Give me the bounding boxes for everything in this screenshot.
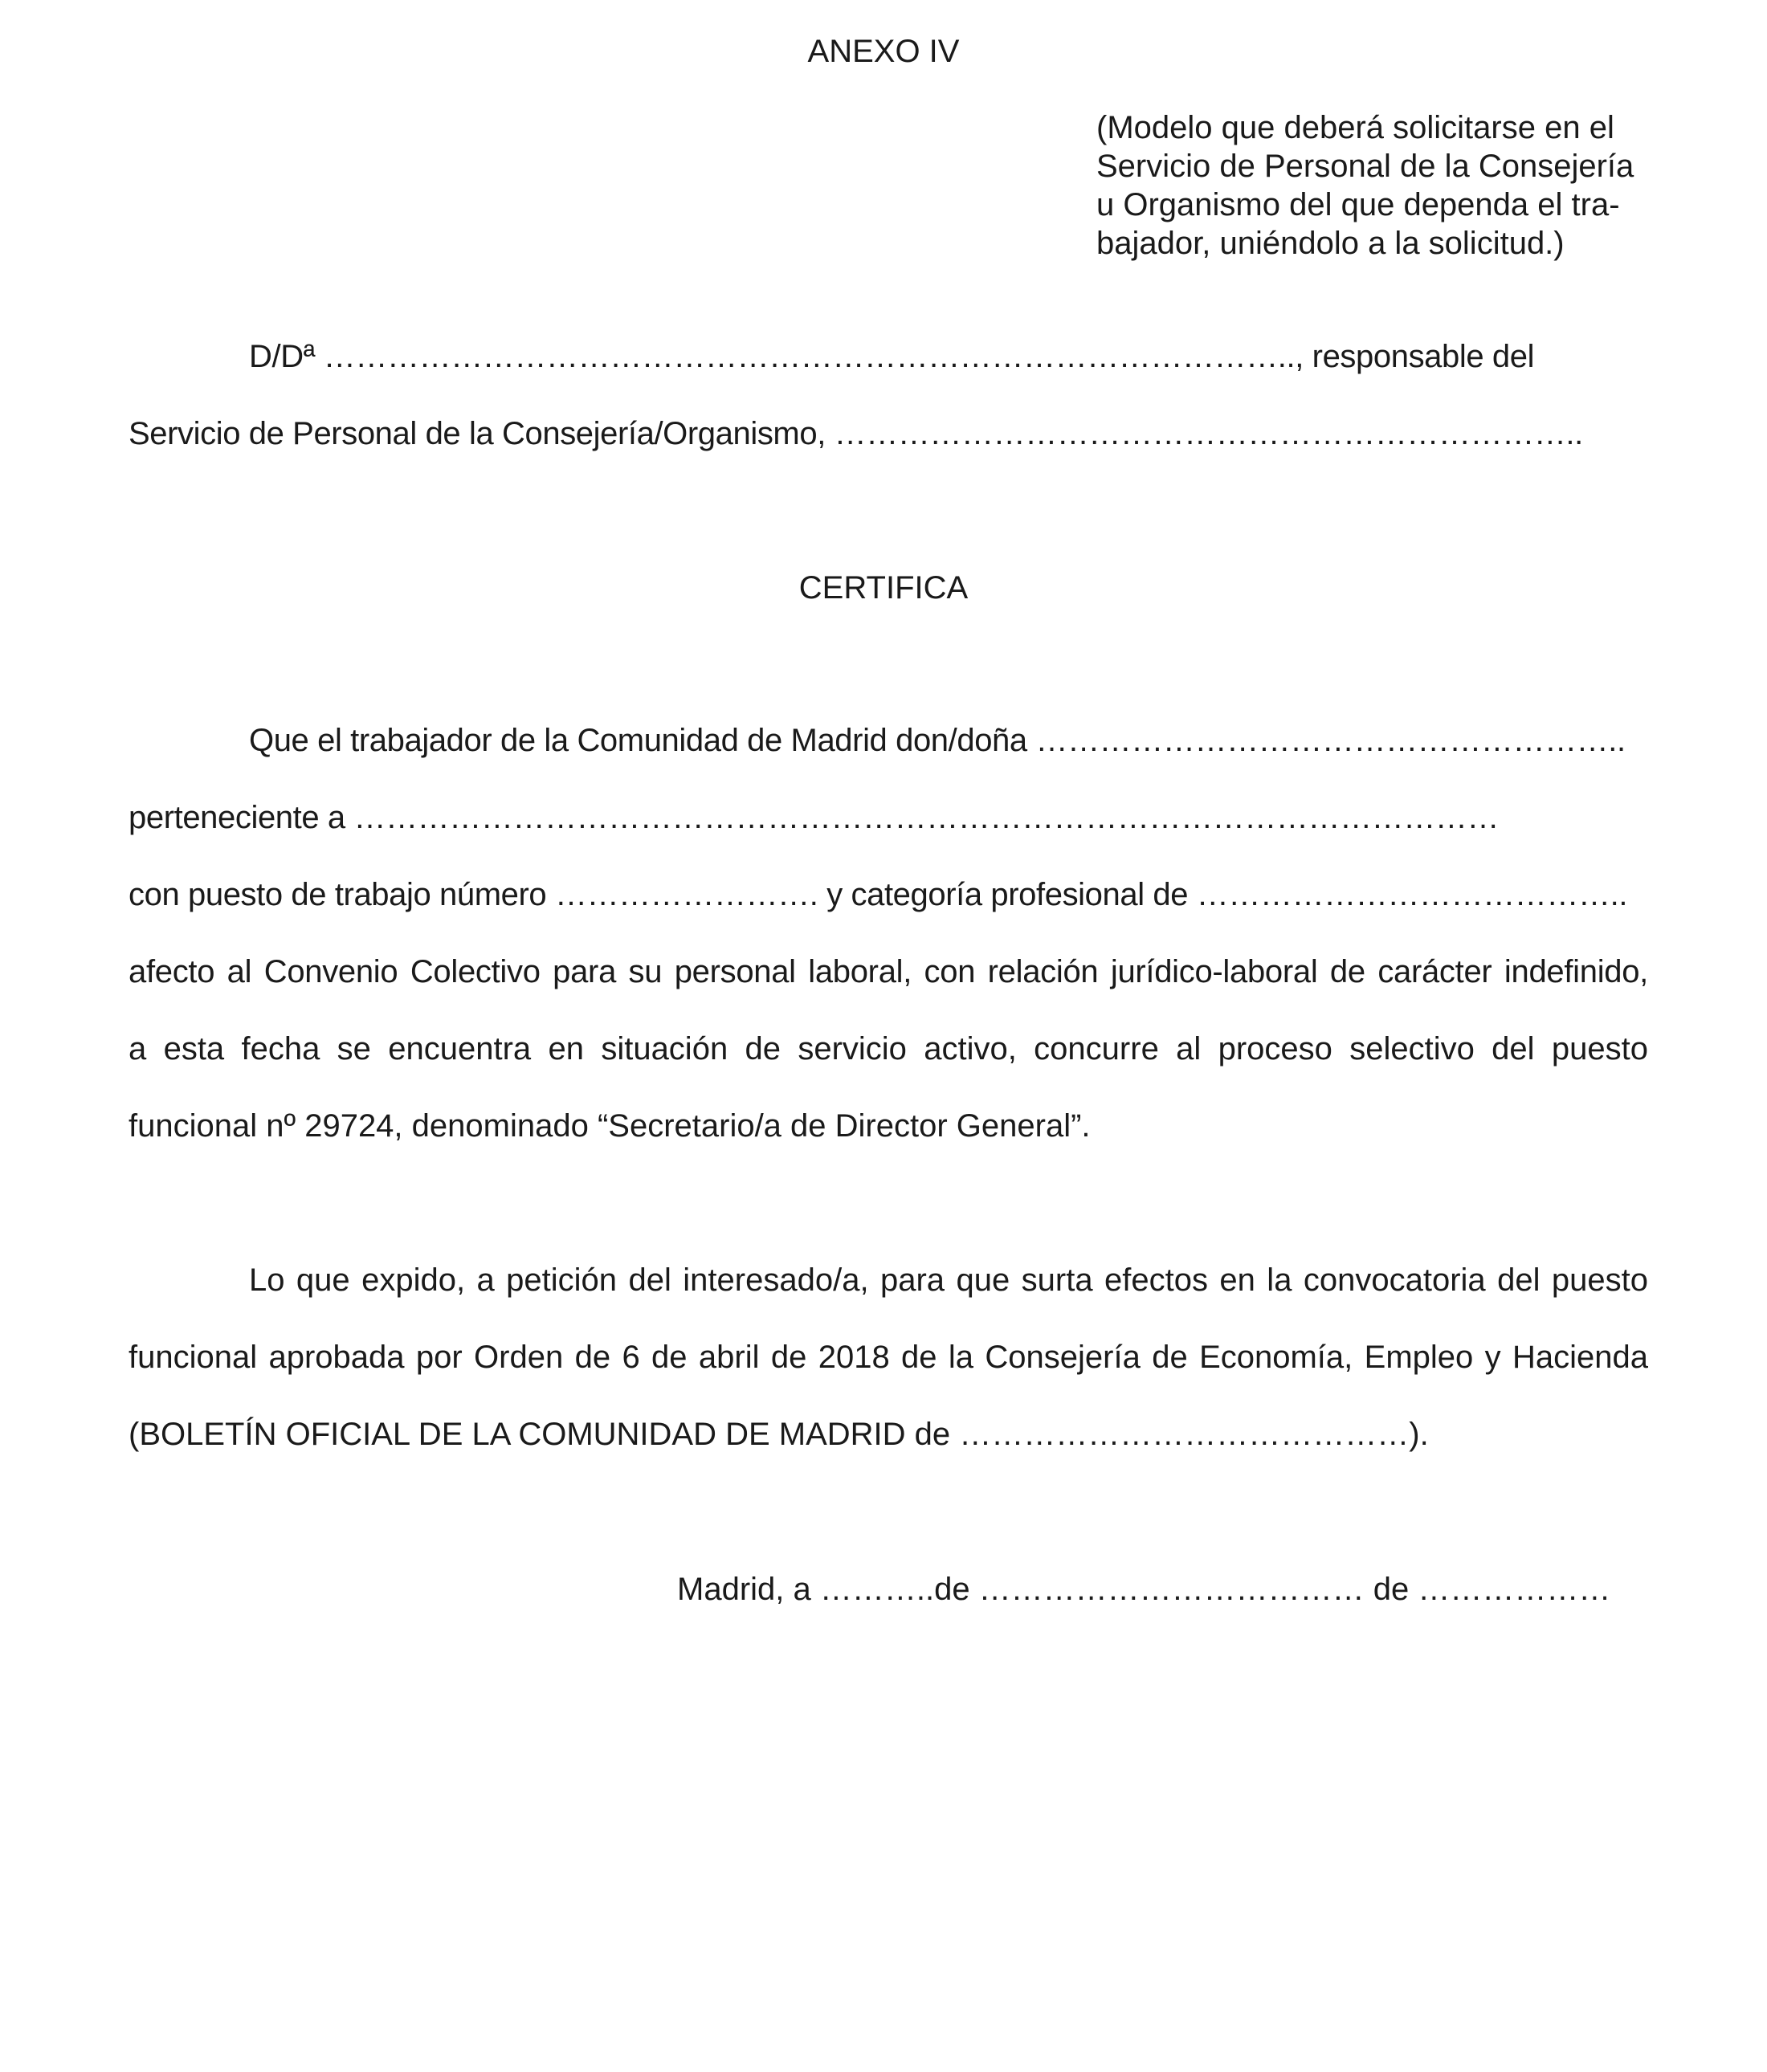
model-note-line: bajador, uniéndolo a la solicitud.) bbox=[1096, 226, 1565, 261]
body-line: afecto al Convenio Colectivo para su personal laboral, con relación jurídico-laboral de carácter indefinido, bbox=[129, 954, 1648, 989]
worker-name-line: Que el trabajador de la Comunidad de Madrid don/doña ……………………………………………….. bbox=[249, 723, 1626, 758]
belongs-to-line: perteneciente a ……………………………………………………………………………………………… bbox=[129, 800, 1500, 835]
model-note-line: (Modelo que deberá solicitarse en el bbox=[1096, 110, 1614, 145]
annex-title: ANEXO IV bbox=[807, 34, 960, 69]
responsible-line: D/Dª ……………………………………………………………………………….., responsable del bbox=[249, 339, 1535, 374]
certifica-heading: CERTIFICA bbox=[798, 570, 969, 606]
body-line: funcional nº 29724, denominado “Secretario/a de Director General”. bbox=[129, 1108, 1091, 1144]
department-line: Servicio de Personal de la Consejería/Organismo, …………………………………………………………….. bbox=[129, 416, 1583, 451]
body-line: a esta fecha se encuentra en situación de servicio activo, concurre al proceso selectivo del puesto bbox=[129, 1031, 1648, 1067]
model-note bbox=[1096, 108, 1675, 263]
body-line: Lo que expido, a petición del interesado/a, para que surta efectos en la convocatoria del puesto bbox=[249, 1262, 1648, 1298]
model-note-line: Servicio de Personal de la Consejería bbox=[1096, 149, 1634, 184]
model-note-line: u Organismo del que dependa el tra- bbox=[1096, 187, 1620, 222]
job-position-line: con puesto de trabajo número ……………………. y categoría profesional de ………………………………….. bbox=[129, 877, 1628, 912]
body-line: funcional aprobada por Orden de 6 de abril de 2018 de la Consejería de Economía, Empleo y Hacienda bbox=[129, 1340, 1648, 1375]
signature-date-line: Madrid, a ………..de ……………………………… de ……………… bbox=[677, 1572, 1611, 1607]
bocm-line: (BOLETÍN OFICIAL DE LA COMUNIDAD DE MADRID de ……………………………………). bbox=[129, 1417, 1429, 1452]
